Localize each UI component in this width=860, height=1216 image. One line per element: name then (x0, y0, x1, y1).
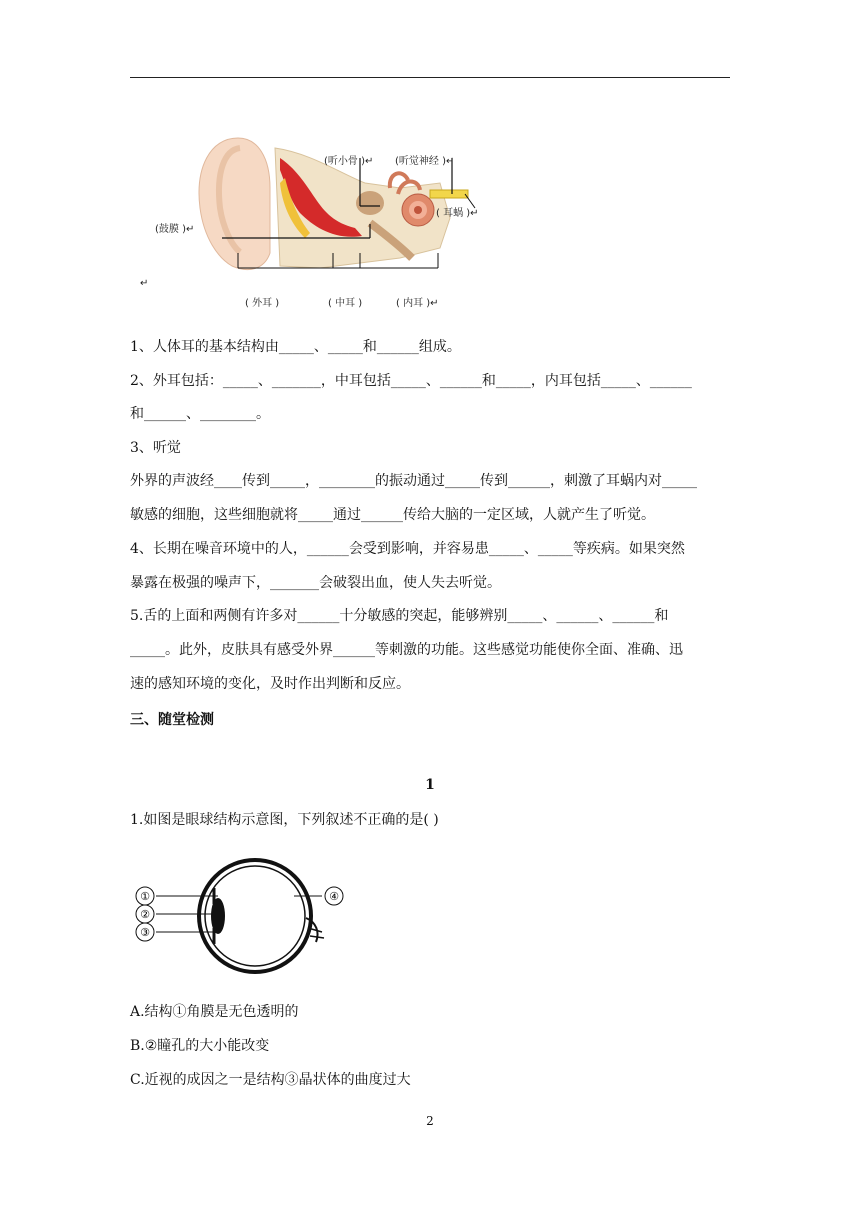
question-2-line-1: 2、外耳包括：_____、_______，中耳包括_____、______和_____，内耳包括_____、______ (130, 373, 692, 389)
question-3-line-2: 敏感的细胞，这些细胞就将_____通过______传给大脑的一定区域，人就产生了听觉。 (130, 507, 655, 523)
eye-structure-figure (130, 848, 360, 983)
question-4-line-2: 暴露在极强的噪声下，_______会破裂出血，使人失去听觉。 (130, 575, 501, 591)
stray-return-mark: ↵ (140, 278, 149, 289)
page-number: 2 (426, 1114, 434, 1128)
eye-label-2: ② (140, 908, 150, 921)
ossicles-label: (听小骨 )↵ (324, 156, 374, 167)
header-rule (130, 77, 730, 78)
option-a: A.结构①角膜是无色透明的 (130, 1004, 299, 1020)
question-3-line-1: 外界的声波经____传到_____，________的振动通过_____传到______，刺激了耳蜗内对_____ (130, 473, 697, 489)
option-c: C.近视的成因之一是结构③晶状体的曲度过大 (130, 1072, 411, 1088)
eye-label-1: ① (140, 890, 150, 903)
test-question-1: 1.如图是眼球结构示意图，下列叙述不正确的是( ) (130, 812, 439, 828)
question-1: 1、人体耳的基本结构由_____、_____和______组成。 (130, 339, 461, 355)
cochlea-label: ( 耳蜗 )↵ (436, 208, 479, 219)
section-heading: 三、随堂检测 (130, 712, 214, 728)
option-b: B.②瞳孔的大小能改变 (130, 1038, 270, 1054)
question-5-line-2: _____。此外，皮肤具有感受外界______等刺激的功能。这些感觉功能使你全面、准确、迅 (130, 642, 683, 658)
inner-ear-label: ( 内耳 )↵ (396, 298, 439, 309)
ear-structure-figure (140, 128, 500, 313)
outer-ear-label: ( 外耳 ) (245, 298, 280, 309)
center-number: 1 (425, 777, 435, 793)
eye-label-4: ④ (329, 890, 339, 903)
eye-label-3: ③ (140, 926, 150, 939)
eardrum-label: (鼓膜 )↵ (155, 224, 195, 235)
question-2-line-2: 和______、________。 (130, 406, 270, 422)
question-3-title: 3、听觉 (130, 440, 181, 456)
question-4-line-1: 4、长期在噪音环境中的人，______会受到影响，并容易患_____、_____等疾病。如果突然 (130, 541, 685, 557)
eye-diagram-image (130, 848, 360, 983)
question-5-line-3: 速的感知环境的变化，及时作出判断和反应。 (130, 676, 410, 692)
auditory-nerve-label: (听觉神经 )↵ (395, 156, 455, 167)
question-5-line-1: 5.舌的上面和两侧有许多对______十分敏感的突起，能够辨别_____、______、______和 (130, 608, 669, 624)
middle-ear-label: ( 中耳 ) (328, 298, 363, 309)
